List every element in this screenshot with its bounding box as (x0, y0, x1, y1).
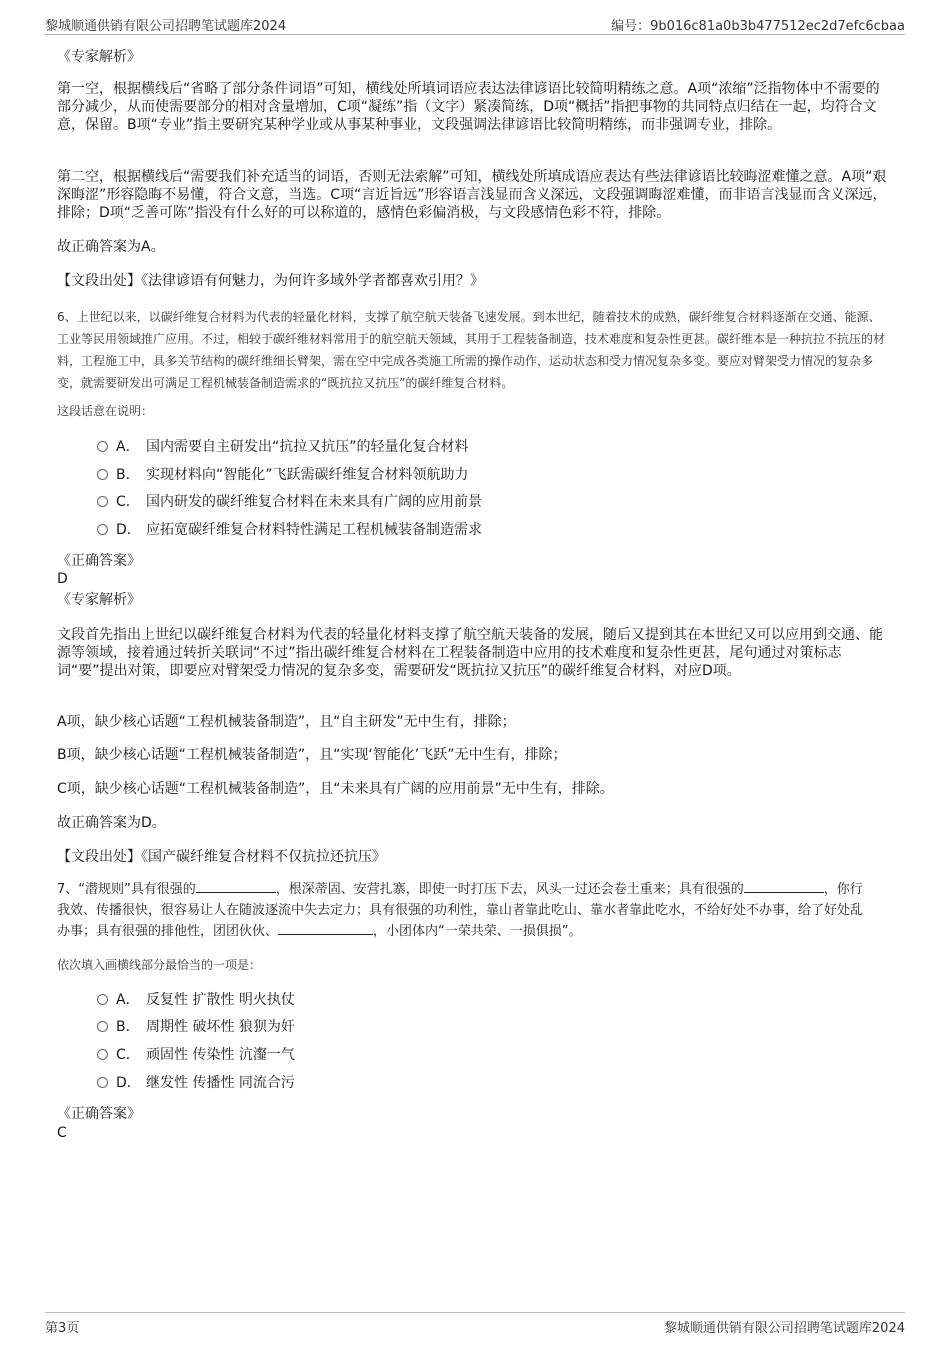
q6-answer: D (57, 571, 68, 587)
q6-option-a[interactable]: A． 国内需要自主研发出“抗拉又抗压”的轻量化复合材料 (97, 436, 469, 458)
q5-source: 【文段出处】《法律谚语有何魅力，为何许多域外学者都喜欢引用？》 (57, 273, 484, 289)
radio-icon[interactable] (97, 994, 108, 1005)
q6-conclusion: 故正确答案为D。 (57, 815, 166, 831)
answer-blank (196, 880, 276, 893)
q7-question: 依次填入画横线部分最恰当的一项是： (57, 958, 262, 972)
radio-icon[interactable] (97, 1021, 108, 1032)
q6-stem: 6、上世纪以来，以碳纤维复合材料为代表的轻量化材料，支撑了航空航天装备飞速发展。到本世纪，随着技术的成熟，碳纤维复合材料逐渐在交通、能源、工业等民用领域推广应用。不过，相较于碳纤维材料常用于的航空航天领域，其用于工程装备制造，技术难度和复杂性更甚。碳纤维本是一种抗拉不抗压的材料，工程施工中，具多关节结构的碳纤维细长臂架，需在空中完成各类施工所需的操作动作，运动状态和受力情况复杂多变。要应对臂架受力情况的复杂多变，就需要研发出可满足工程机械装备制造需求的“既抗拉又抗压”的碳纤维复合材料。 (57, 310, 886, 390)
q6-question: 这段话意在说明： (57, 404, 154, 418)
answer-blank (278, 922, 373, 935)
radio-icon[interactable] (97, 469, 108, 480)
q6-exclusion-b: B项，缺少核心话题“工程机械装备制造”，且“实现‘智能化’飞跃”无中生有，排除； (57, 747, 567, 763)
q7-stem-line2: 我效、传播很快，很容易让人在随波逐流中失去定力；具有很强的功利性，靠山者靠此吃山、靠水者靠此吃水，不给好处不办事，给了好处乱 (57, 903, 864, 918)
q5-analysis-para2: 第二空，根据横线后“需要我们补充适当的词语，否则无法索解”可知，横线处所填成语应表达有些法律谚语比较晦涩难懂之意。A项“艰深晦涩”形容隐晦不易懂，符合文意，当选。C项“言近旨远”形容语言浅显而含义深远，文段强调晦涩难懂，而非语言浅显而含义深远，排除；D项“乏善可陈”指没有什么好的可以称道的，感情色彩偏消极，与文段感情色彩不符，排除。 (57, 169, 887, 221)
q7-option-c[interactable]: C． 顽固性 传染性 沆瀣一气 (97, 1044, 295, 1066)
q7-stem-line3: 办事；具有很强的排他性，团团伙伙、 ，小团体内“一荣共荣、一损俱损”。 (57, 924, 582, 939)
q7-answer: C (57, 1125, 67, 1141)
q7-stem-line1: 7、“潜规则”具有很强的 ，根深蒂固、安营扎寨，即使一时打压下去，风头一过还会卷土重来；具有很强的 ，你行 (57, 882, 863, 897)
radio-icon[interactable] (97, 1077, 108, 1088)
q7-option-d[interactable]: D． 继发性 传播性 同流合污 (97, 1072, 295, 1094)
radio-icon[interactable] (97, 441, 108, 452)
q5-conclusion: 故正确答案为A。 (57, 239, 165, 255)
radio-icon[interactable] (97, 524, 108, 535)
q6-exclusion-c: C项，缺少核心话题“工程机械装备制造”，且“未来具有广阔的应用前景”无中生有，排除。 (57, 781, 614, 797)
q5-analysis-para1: 第一空，根据横线后“省略了部分条件词语”可知，横线处所填词语应表达法律谚语比较简明精练之意。A项“浓缩”泛指物体中不需要的部分减少，从而使需要部分的相对含量增加，C项“凝练”指（文字）紧凑简练，D项“概括”指把事物的共同特点归结在一起，均符合文意，保留。B项“专业”指主要研究某种学业或从事某种事业，文段强调法律谚语比较简明精练，而非强调专业，排除。 (57, 81, 880, 133)
radio-icon[interactable] (97, 1049, 108, 1060)
answer-blank (744, 880, 824, 893)
q6-analysis-label: 《专家解析》 (57, 592, 141, 608)
q6-source: 【文段出处】《国产碳纤维复合材料不仅抗拉还抗压》 (57, 849, 386, 865)
q6-option-d[interactable]: D． 应拓宽碳纤维复合材料特性满足工程机械装备制造需求 (97, 519, 482, 541)
header-doc-id: 编号：9b016c81a0b3b477512ec2d7efc6cbaa (611, 19, 905, 34)
q5-analysis-label: 《专家解析》 (57, 49, 141, 65)
page-header (45, 12, 905, 35)
page-number: 第3页 (45, 1321, 80, 1336)
q7-answer-label: 《正确答案》 (57, 1106, 141, 1122)
q6-option-c[interactable]: C． 国内研发的碳纤维复合材料在未来具有广阔的应用前景 (97, 491, 482, 513)
q7-option-b[interactable]: B． 周期性 破坏性 狼狈为奸 (97, 1016, 295, 1038)
radio-icon[interactable] (97, 496, 108, 507)
q6-option-b[interactable]: B． 实现材料向“智能化”飞跃需碳纤维复合材料领航助力 (97, 464, 469, 486)
page-footer (45, 1312, 905, 1335)
q7-option-a[interactable]: A． 反复性 扩散性 明火执仗 (97, 989, 295, 1011)
header-title: 黎城顺通供销有限公司招聘笔试题库2024 (45, 19, 287, 34)
q6-exclusion-a: A项，缺少核心话题“工程机械装备制造”，且“自主研发”无中生有，排除； (57, 714, 516, 730)
footer-title: 黎城顺通供销有限公司招聘笔试题库2024 (663, 1321, 905, 1336)
q6-analysis: 文段首先指出上世纪以碳纤维复合材料为代表的轻量化材料支撑了航空航天装备的发展，随后又提到其在本世纪又可以应用到交通、能源等领域，接着通过转折关联词“不过”指出碳纤维复合材料在工程装备制造中应用的技术难度和复杂性更甚，尾句通过对策标志词“要”提出对策，即要应对臂架受力情况的复杂多变，需要研发“既抗拉又抗压”的碳纤维复合材料，对应D项。 (57, 627, 883, 679)
q6-answer-label: 《正确答案》 (57, 553, 141, 569)
